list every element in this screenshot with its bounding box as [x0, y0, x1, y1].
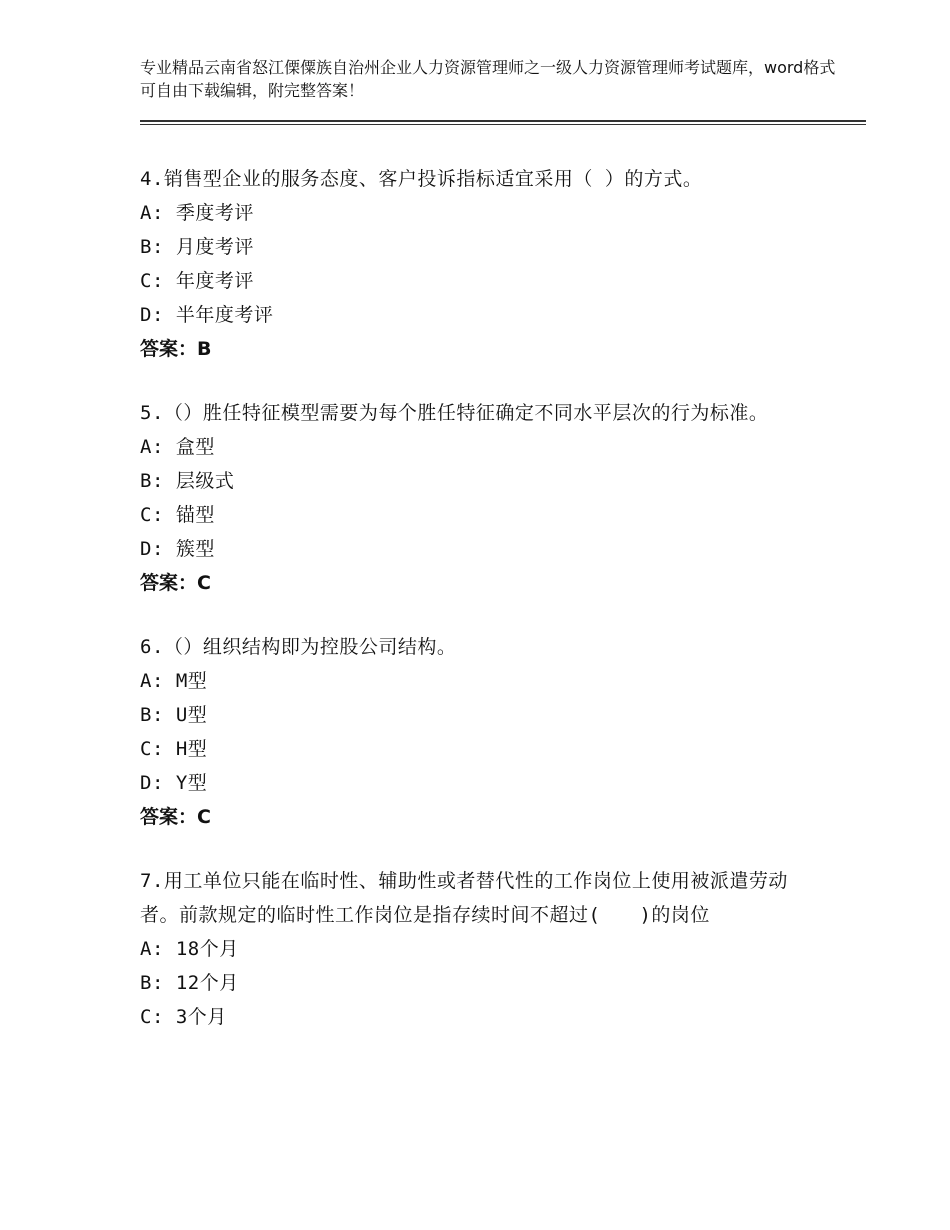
question-6	[140, 630, 820, 834]
answer-line: 答案：B	[140, 338, 212, 360]
option-c: C: 3个月	[140, 1006, 227, 1028]
option-c: C: H型	[140, 738, 208, 760]
question-list	[140, 162, 820, 1064]
option-b: B: 层级式	[140, 470, 235, 492]
option-c: C: 年度考评	[140, 270, 254, 292]
answer-line: 答案：C	[140, 806, 211, 828]
option-d: D: 半年度考评	[140, 304, 274, 326]
option-b: B: U型	[140, 704, 208, 726]
option-d: D: Y型	[140, 772, 208, 794]
header-divider-thin	[140, 124, 866, 125]
question-stem: 6.（）组织结构即为控股公司结构。	[140, 636, 457, 658]
document-header: 专业精品云南省怒江傈僳族自治州企业人力资源管理师之一级人力资源管理师考试题库，word格式可自由下载编辑，附完整答案！	[140, 58, 836, 100]
answer-line: 答案：C	[140, 572, 211, 594]
option-a: A: 18个月	[140, 938, 239, 960]
option-b: B: 月度考评	[140, 236, 254, 258]
question-stem: 7.用工单位只能在临时性、辅助性或者替代性的工作岗位上使用被派遣劳动者。前款规定的临时性工作岗位是指存续时间不超过( )的岗位	[140, 870, 788, 926]
question-stem: 5.（）胜任特征模型需要为每个胜任特征确定不同水平层次的行为标准。	[140, 402, 769, 424]
option-a: A: 盒型	[140, 436, 215, 458]
option-b: B: 12个月	[140, 972, 239, 994]
option-d: D: 簇型	[140, 538, 215, 560]
option-a: A: M型	[140, 670, 208, 692]
option-c: C: 锚型	[140, 504, 215, 526]
question-4	[140, 162, 820, 366]
question-5	[140, 396, 820, 600]
question-stem: 4.销售型企业的服务态度、客户投诉指标适宜采用（ ）的方式。	[140, 168, 703, 190]
question-7	[140, 864, 820, 1034]
header-divider-thick	[140, 120, 866, 122]
option-a: A: 季度考评	[140, 202, 254, 224]
